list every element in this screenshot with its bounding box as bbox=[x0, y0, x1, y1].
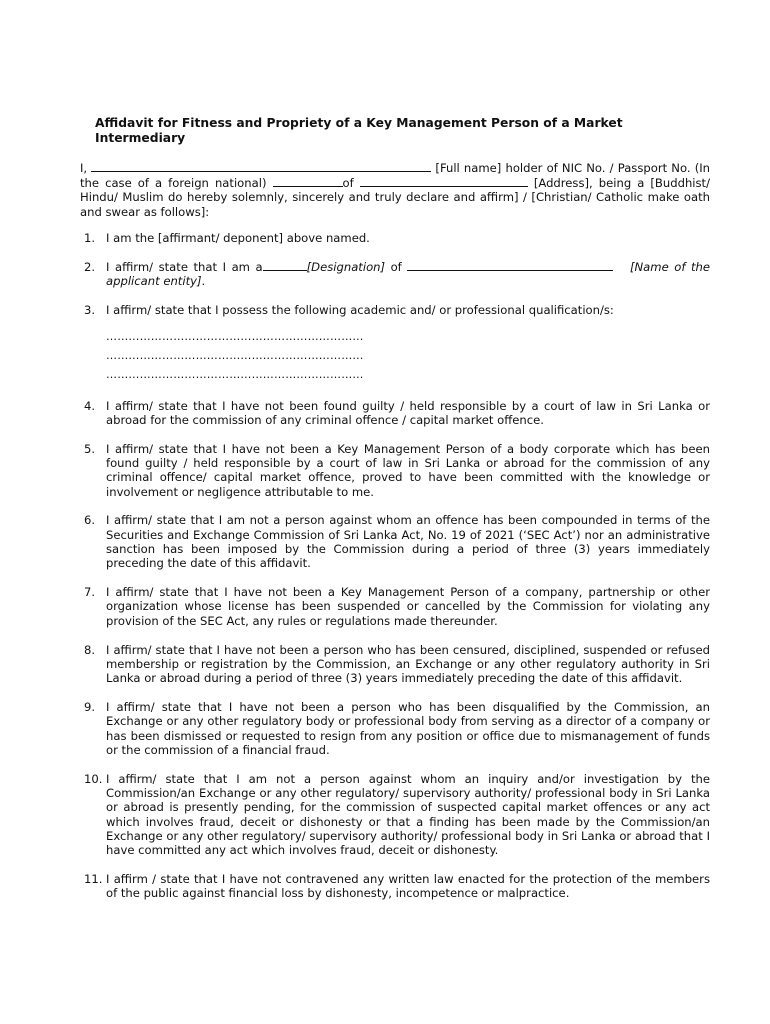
item-number: 5. bbox=[84, 441, 96, 456]
qualification-line[interactable]: …………………………………………………………… bbox=[106, 330, 364, 344]
designation-blank[interactable] bbox=[263, 260, 307, 271]
item-number: 1. bbox=[84, 231, 96, 245]
list-item bbox=[80, 303, 710, 384]
list-item bbox=[80, 643, 710, 686]
item-text-c: of bbox=[385, 259, 408, 274]
item-number: 7. bbox=[84, 585, 96, 600]
qualification-line[interactable]: …………………………………………………………… bbox=[106, 349, 364, 363]
item-number: 8. bbox=[84, 642, 96, 657]
list-item bbox=[80, 399, 710, 428]
list-item bbox=[80, 231, 710, 245]
affirmation-list bbox=[80, 231, 710, 901]
item-text: I affirm / state that I have not contravened any written law enacted for the protection of the members of the public against financial loss by dishonesty, incompetence or malpractice. bbox=[106, 871, 710, 901]
full-name-blank[interactable] bbox=[91, 161, 431, 172]
item-number: 2. bbox=[84, 259, 96, 274]
item-number: 10. bbox=[84, 771, 103, 786]
list-item bbox=[80, 442, 710, 499]
list-item bbox=[80, 585, 710, 628]
entity-label: [Name of the applicant entity] bbox=[106, 259, 710, 289]
item-text: I affirm/ state that I have not been a person who has been disqualified by the Commission, an Exchange or any other regulatory body or professional body from serving as a director of a company or has been dismissed or requested to resign from any position or office due to mismanagement of funds or the commission of a financial fraud. bbox=[106, 699, 710, 757]
item-number: 11. bbox=[84, 871, 103, 886]
item-text: I affirm/ state that I have not been a person who has been censured, disciplined, suspended or refused membership or registration by the Commission, an Exchange or any other regulatory authority in Sri Lanka or abroad during a period of three (3) years immediately preceding the date of this affidavit. bbox=[106, 642, 710, 686]
item-number: 6. bbox=[84, 513, 96, 528]
intro-paragraph bbox=[80, 161, 710, 219]
item-text: I affirm/ state that I have not been found guilty / held responsible by a court of law in Sri Lanka or abroad for the commission of any criminal offence / capital market offence. bbox=[106, 398, 710, 427]
address-blank[interactable] bbox=[360, 176, 528, 187]
list-item bbox=[80, 260, 710, 289]
nic-blank[interactable] bbox=[273, 176, 343, 187]
item-text: I affirm/ state that I have not been a Key Management Person of a body corporate which has been found guilty / held responsible by a court of law in Sri Lanka or abroad for the commission of any criminal offence/ capital market offence, proved to have been committed with the knowledge or involvement or negligence attributable to me. bbox=[106, 441, 710, 499]
intro-text-3: of bbox=[342, 175, 360, 190]
item-number: 3. bbox=[84, 302, 96, 317]
document-title: Affidavit for Fitness and Propriety of a Key Management Person of a Market Intermediary bbox=[95, 116, 623, 145]
item-number: 9. bbox=[84, 699, 96, 714]
designation-label: [Designation] bbox=[306, 259, 386, 274]
list-item bbox=[80, 872, 710, 901]
item-text-a: I affirm/ state that I am a bbox=[106, 259, 263, 274]
intro-text-1: I, bbox=[80, 161, 92, 175]
list-item bbox=[80, 700, 710, 757]
qualification-line[interactable]: …………………………………………………………… bbox=[106, 368, 364, 382]
intro-text-4: [Address], being a [Buddhist/ Hindu/ Muslim do hereby solemnly, sincerely and truly declare and affirm] / [Christian/ Catholic make oath and swear as follows]: bbox=[80, 175, 710, 219]
item-text-e: . bbox=[201, 274, 206, 289]
item-text: I affirm/ state that I have not been a Key Management Person of a company, partnership or other organization whose license has been suspended or cancelled by the Commission for violating any provision of the SEC Act, any rules or regulations made thereunder. bbox=[106, 585, 710, 628]
item-text: I affirm/ state that I am not a person against whom an offence has been compounded in terms of the Securities and Exchange Commission of Sri Lanka Act, No. 19 of 2021 (‘SEC Act’) nor an administrative sanction has been imposed by the Commission during a period of three (3) years immediately preceding the date of this affidavit. bbox=[106, 513, 710, 571]
list-item bbox=[80, 513, 710, 570]
item-text: I affirm/ state that I am not a person against whom an inquiry and/or investigation by the Commission/an Exchange or any other regulatory/ supervisory authority/ professional body in Sri Lanka or abroad is presently pending, for the commission of suspected capital market offences or any act which involves fraud, deceit or dishonesty or that a finding has been made by the Commission/an Exchange or any other regulatory/ supervisory authority/ professional body in Sri Lanka or abroad that I have committed any act which involves fraud, deceit or dishonesty. bbox=[106, 771, 710, 858]
item-number: 4. bbox=[84, 398, 96, 413]
entity-blank[interactable] bbox=[407, 260, 613, 271]
qualification-lines bbox=[106, 327, 710, 384]
item-text: I am the [affirmant/ deponent] above named. bbox=[106, 231, 370, 245]
list-item bbox=[80, 772, 710, 858]
item-text: I affirm/ state that I possess the following academic and/ or professional qualification/s: bbox=[106, 302, 614, 317]
intro-text-2: [Full name] holder of NIC No. / Passport No. (In the case of a foreign national) bbox=[80, 161, 710, 190]
